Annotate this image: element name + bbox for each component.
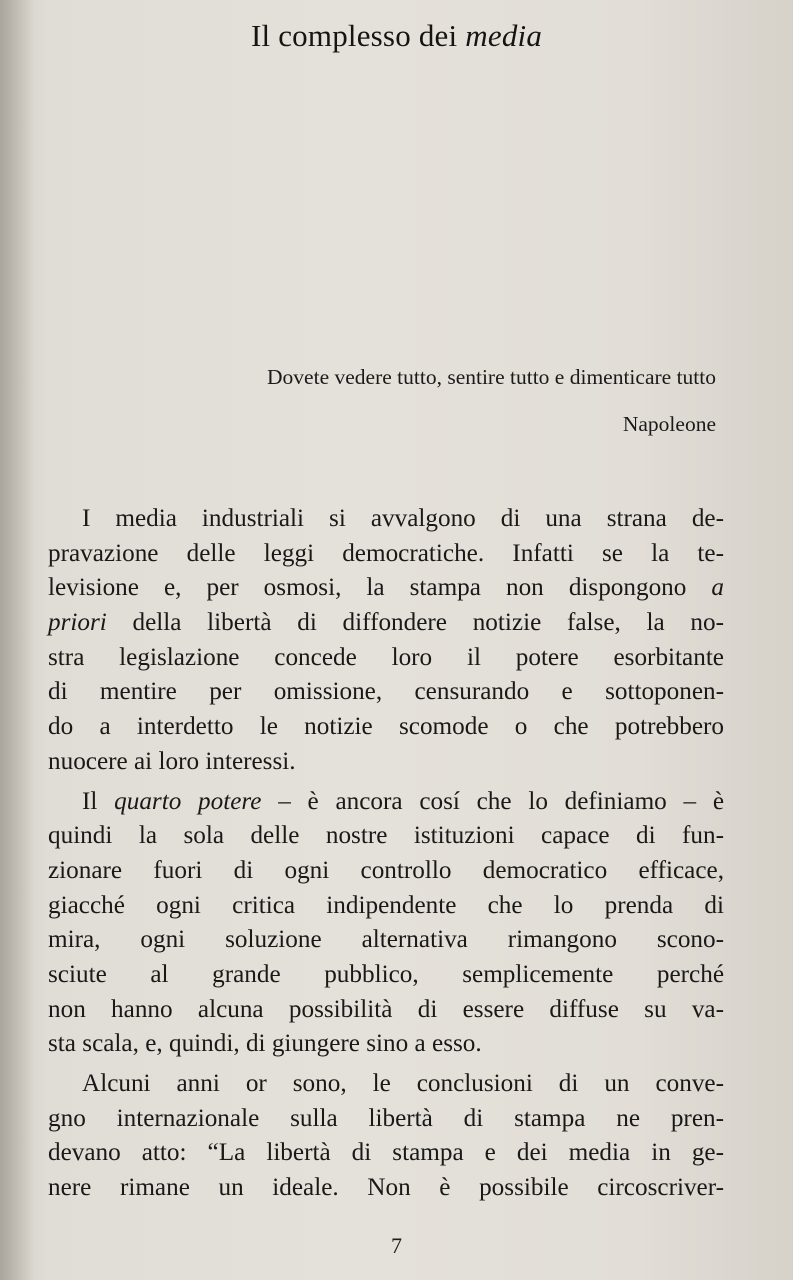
- text-line: Alcuni anni or sono, le conclusioni di un conve-: [82, 1070, 724, 1097]
- text-line: giacché ogni critica indipendente che lo prenda di: [48, 891, 724, 919]
- text-line: do a interdetto le notizie scomode o che potrebbero: [48, 713, 724, 741]
- chapter-title: [0, 18, 793, 54]
- text-line: sciute al grande pubblico, semplicemente perché: [48, 960, 724, 988]
- chapter-title-text: Il complesso dei: [250, 18, 458, 53]
- text-line: devano atto: “La libertà di stampa e dei media in ge-: [48, 1139, 724, 1167]
- chapter-title-italic: media: [465, 18, 543, 53]
- text-line: [48, 571, 724, 606]
- italic-run: quarto potere: [114, 787, 262, 815]
- text-line: nere rimane un ideale. Non è possibile circoscriver-: [48, 1174, 724, 1202]
- text-run: – è ancora cosí che lo definiamo – è: [278, 787, 725, 815]
- italic-run: priori: [48, 609, 107, 637]
- text-line: non hanno alcuna possibilità di essere diffuse su va-: [48, 995, 724, 1023]
- text-run: della libertà di diffondere notizie false, la no-: [132, 609, 724, 637]
- text-line: [48, 785, 724, 820]
- text-line: sta scala, e, quindi, di giungere sino a esso.: [48, 1030, 482, 1058]
- text-run: levisione e, per osmosi, la stampa non dispongono: [48, 574, 687, 602]
- text-line: nuocere ai loro interessi.: [48, 747, 296, 775]
- binding-shadow: [0, 0, 34, 1280]
- text-line: zionare fuori di ogni controllo democratico efficace,: [48, 856, 724, 884]
- text-line: gno internazionale sulla libertà di stampa ne pren-: [48, 1104, 724, 1132]
- paragraph-3: [48, 1067, 724, 1206]
- body-text: [48, 502, 724, 1206]
- text-run: Il: [82, 787, 98, 815]
- text-line: stra legislazione concede loro il potere esorbitante: [48, 643, 724, 671]
- epigraph: [267, 362, 716, 439]
- italic-run: a: [711, 574, 725, 602]
- text-line: I media industriali si avvalgono di una strana de-: [82, 505, 724, 532]
- paragraph-2: [48, 785, 724, 1063]
- text-line: mira, ogni soluzione alternativa rimangono scono-: [48, 926, 724, 954]
- paragraph-1: [48, 502, 724, 780]
- epigraph-quote: Dovete vedere tutto, sentire tutto e dimenticare tutto: [267, 365, 716, 389]
- epigraph-author: Napoleone: [622, 412, 716, 436]
- text-line: [48, 606, 724, 641]
- text-line: quindi la sola delle nostre istituzioni capace di fun-: [48, 822, 724, 850]
- text-line: pravazione delle leggi democratiche. Infatti se la te-: [48, 539, 724, 567]
- text-line: di mentire per omissione, censurando e sottoponen-: [48, 678, 724, 706]
- page-number: 7: [391, 1233, 402, 1258]
